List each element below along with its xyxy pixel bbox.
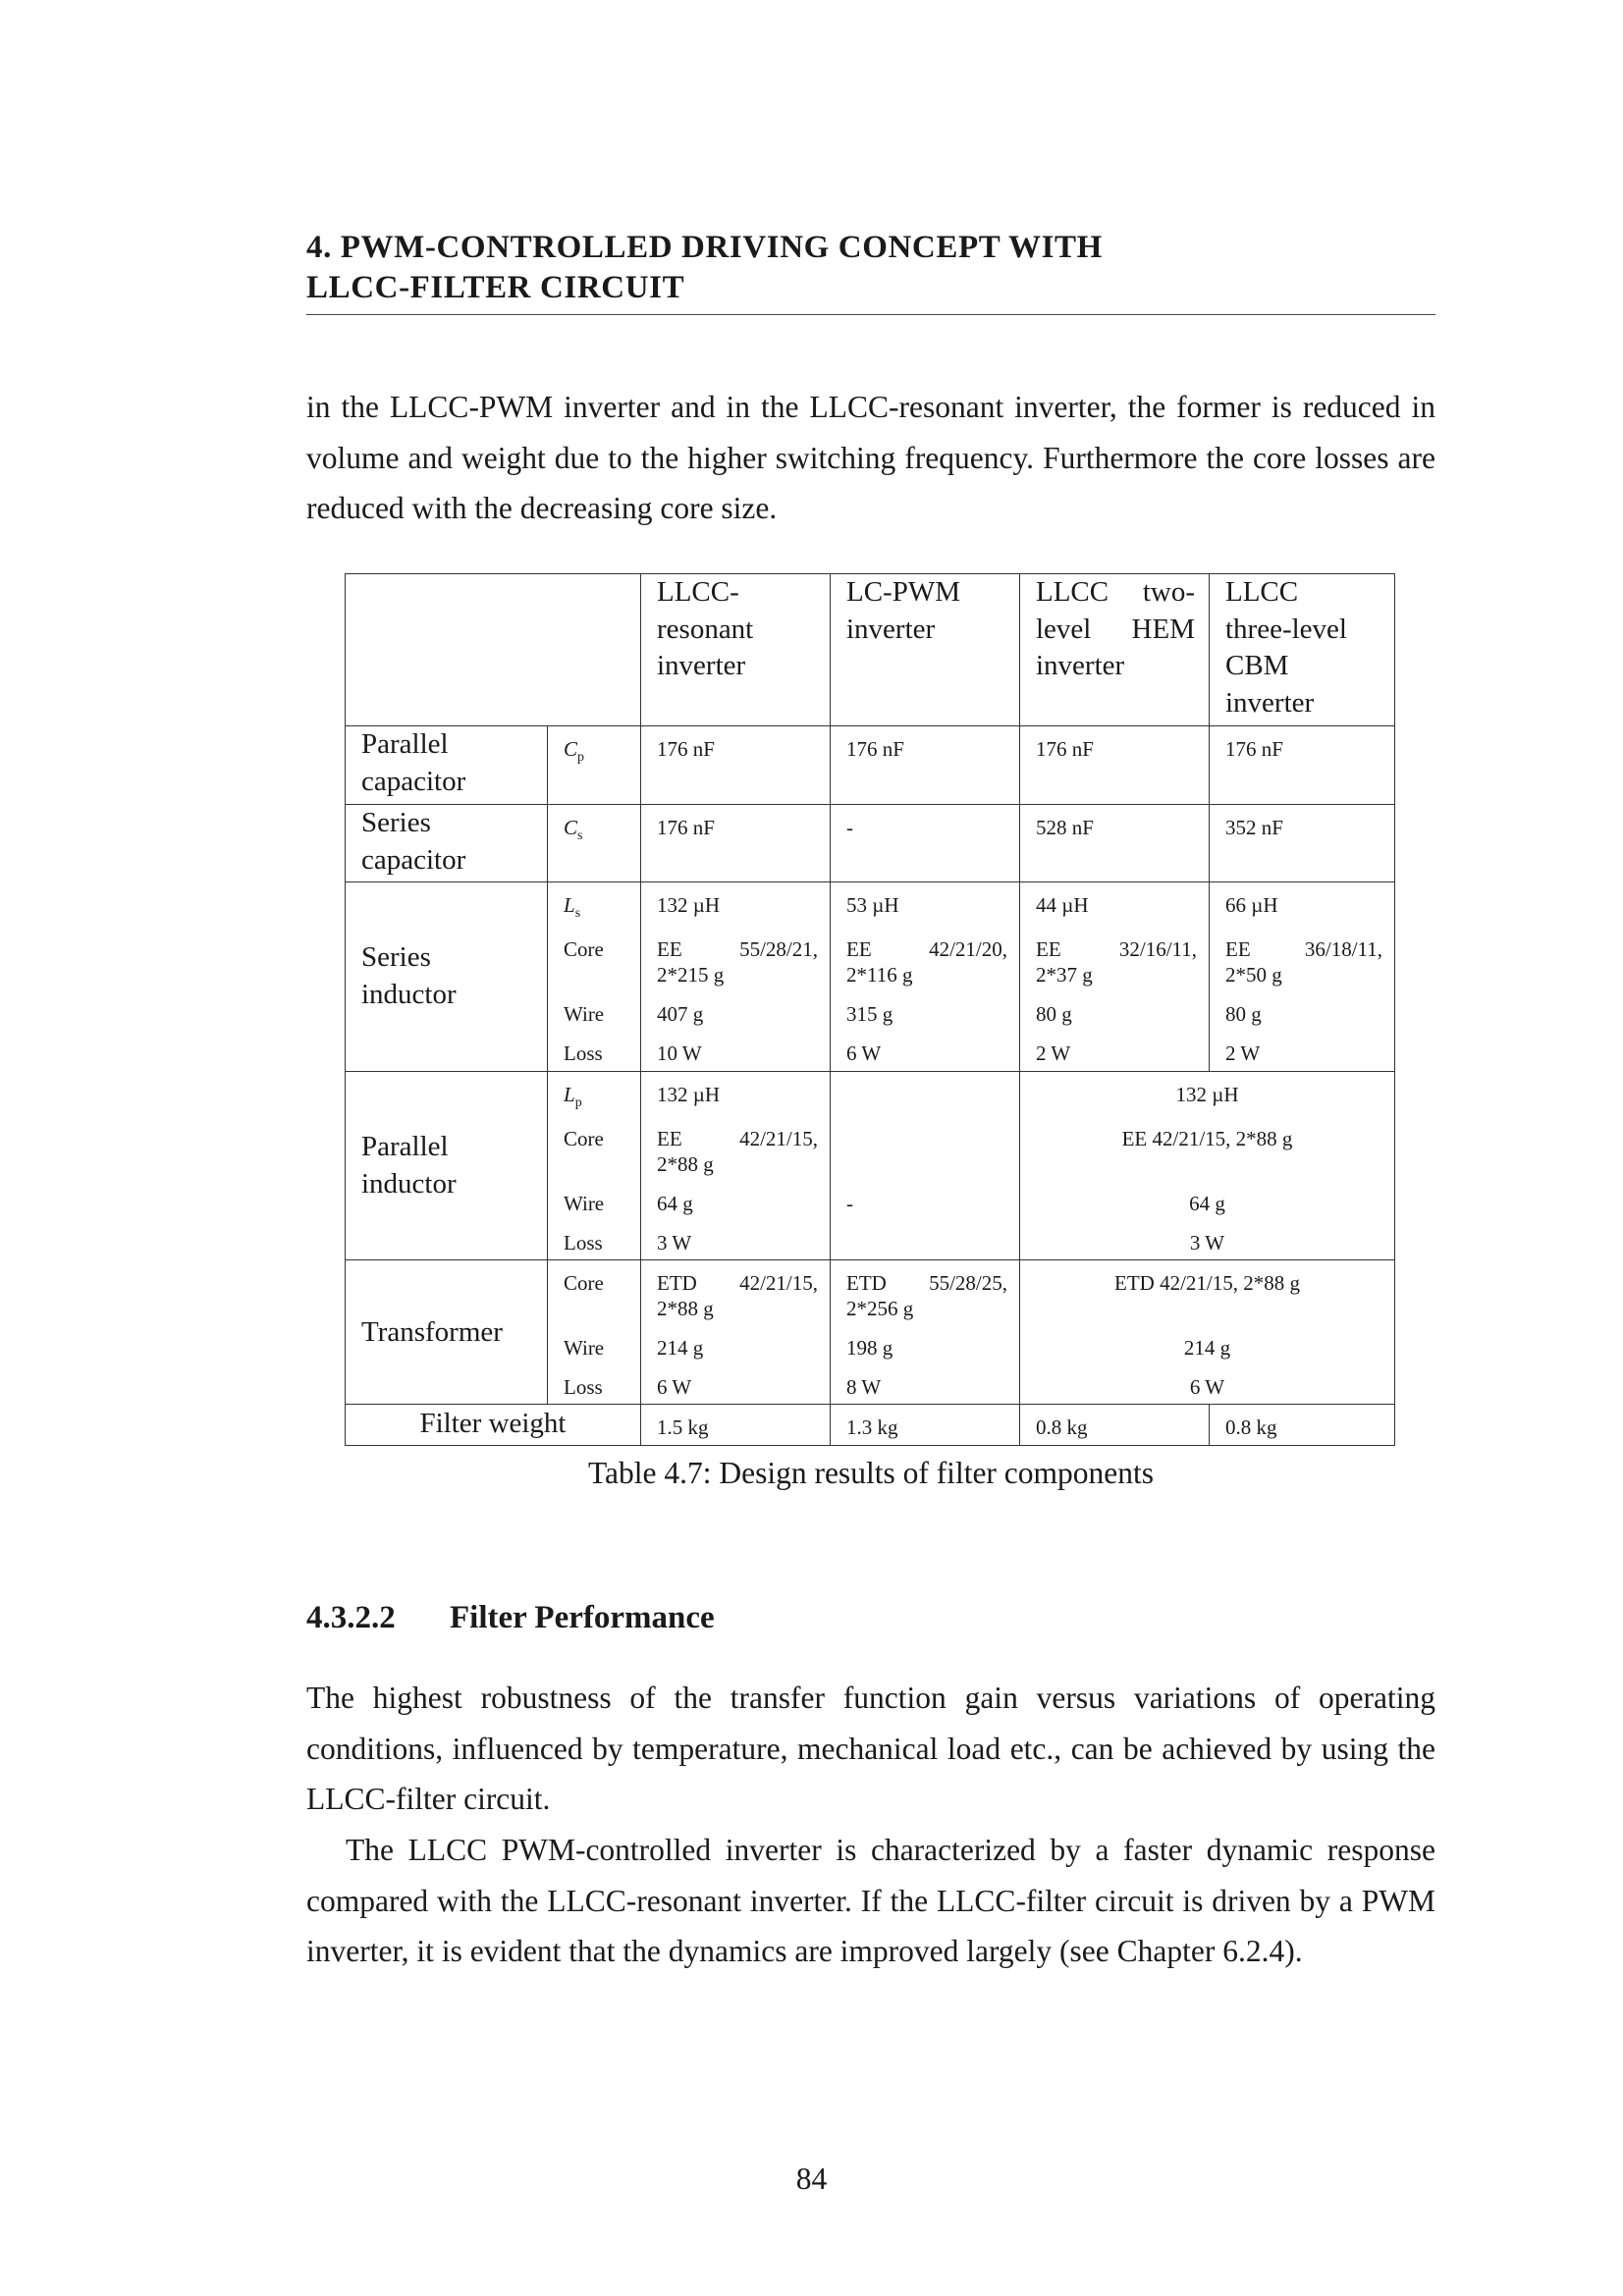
table-cell: 176 nF	[1020, 726, 1210, 805]
table-cell-shared: EE 42/21/15, 2*88 g	[1020, 1116, 1395, 1181]
table-cell: 176 nF	[1210, 726, 1395, 805]
subrow-label-core: Core	[548, 1260, 641, 1325]
column-header-lc-pwm: LC-PWM inverter	[831, 574, 1020, 726]
table-cell: EE 36/18/11, 2*50 g	[1210, 927, 1395, 991]
table-cell: 44 µH	[1020, 882, 1210, 928]
row-label-series-capacitor: Series capacitor	[346, 805, 548, 882]
header-empty-cell	[548, 574, 641, 726]
table-cell: 176 nF	[831, 726, 1020, 805]
table-cell: 407 g	[641, 991, 831, 1031]
body-paragraph: The LLCC PWM-controlled inverter is characterized by a faster dynamic response compared with the LLCC-resonant inverter. If the LLCC-filter circuit is driven by a PWM inverter, it is evident that the dynamics are improved largely (see Chapter 6.2.4).	[306, 1833, 1435, 1968]
symbol-cs: $C_s$	[548, 805, 641, 882]
running-header	[306, 228, 1435, 315]
table-cell: 6 W	[831, 1031, 1020, 1071]
table-cell: 1.3 kg	[831, 1405, 1020, 1446]
row-label-series-inductor: Series inductor	[346, 882, 548, 1072]
table-cell: ETD 55/28/25, 2*256 g	[831, 1260, 1020, 1325]
table-cell	[831, 1071, 1020, 1116]
table-cell: 3 W	[641, 1220, 831, 1260]
table-cell: 132 µH	[641, 1071, 831, 1116]
table-cell: 66 µH	[1210, 882, 1395, 928]
header-empty-cell	[346, 574, 548, 726]
table-cell: 2 W	[1020, 1031, 1210, 1071]
table-cell	[831, 1220, 1020, 1260]
design-results-table	[345, 573, 1395, 1446]
table-row-filter-weight	[346, 1405, 1395, 1446]
table-cell-shared: 6 W	[1020, 1364, 1395, 1405]
table-cell: 132 µH	[641, 882, 831, 928]
table-cell: 352 nF	[1210, 805, 1395, 882]
column-header-llcc-two-level-hem: LLCC two- level HEM inverter	[1020, 574, 1210, 726]
table-cell: -	[831, 1181, 1020, 1220]
row-label-parallel-capacitor: Parallel capacitor	[346, 726, 548, 805]
section-number: 4.3.2.2	[306, 1600, 396, 1635]
table-cell: 176 nF	[641, 805, 831, 882]
table-header-row	[346, 574, 1395, 726]
table-cell-shared: 64 g	[1020, 1181, 1395, 1220]
table-cell: 8 W	[831, 1364, 1020, 1405]
table-cell: 64 g	[641, 1181, 831, 1220]
table-cell: 176 nF	[641, 726, 831, 805]
section-heading	[306, 1600, 715, 1636]
row-label-parallel-inductor: Parallel inductor	[346, 1071, 548, 1260]
table-row	[346, 1071, 1395, 1116]
table-cell: EE 32/16/11, 2*37 g	[1020, 927, 1210, 991]
table-cell: 0.8 kg	[1020, 1405, 1210, 1446]
table-cell: EE 42/21/15, 2*88 g	[641, 1116, 831, 1181]
table-cell	[831, 1116, 1020, 1181]
intro-paragraph: in the LLCC-PWM inverter and in the LLCC-resonant inverter, the former is reduced in volume and weight due to the higher switching frequency. Furthermore the core losses are reduced with the decreasing core size.	[306, 390, 1435, 525]
table-cell-shared: ETD 42/21/15, 2*88 g	[1020, 1260, 1395, 1325]
table-cell: 80 g	[1210, 991, 1395, 1031]
chapter-title	[306, 228, 1435, 308]
subrow-label-loss: Loss	[548, 1364, 641, 1405]
subrow-label-core: Core	[548, 1116, 641, 1181]
symbol-lp: $L_p$	[548, 1071, 641, 1116]
column-header-llcc-resonant: LLCC- resonant inverter	[641, 574, 831, 726]
table-cell: 528 nF	[1020, 805, 1210, 882]
table-cell: EE 42/21/20, 2*116 g	[831, 927, 1020, 991]
table-row	[346, 805, 1395, 882]
row-label-transformer: Transformer	[346, 1260, 548, 1405]
header-rule	[306, 314, 1435, 315]
table-cell: 1.5 kg	[641, 1405, 831, 1446]
chapter-title-line-1: 4. PWM-CONTROLLED DRIVING CONCEPT WITH	[306, 230, 1103, 265]
table-cell-shared: 132 µH	[1020, 1071, 1395, 1116]
table-cell: 315 g	[831, 991, 1020, 1031]
table-cell-shared: 214 g	[1020, 1325, 1395, 1364]
table-cell: EE 55/28/21, 2*215 g	[641, 927, 831, 991]
subrow-label-loss: Loss	[548, 1220, 641, 1260]
body-paragraph: The highest robustness of the transfer function gain versus variations of operating conditions, influenced by temperature, mechanical load etc., can be achieved by using the LLCC-filter circuit.	[306, 1681, 1435, 1816]
symbol-ls: $L_s$	[548, 882, 641, 928]
chapter-title-line-2: LLCC-FILTER CIRCUIT	[306, 270, 685, 305]
table-cell: 214 g	[641, 1325, 831, 1364]
table-cell-shared: 3 W	[1020, 1220, 1395, 1260]
table-row	[346, 882, 1395, 928]
symbol-cp: $C_p$	[548, 726, 641, 805]
row-label-filter-weight: Filter weight	[346, 1405, 641, 1446]
subrow-label-wire: Wire	[548, 991, 641, 1031]
table-cell: -	[831, 805, 1020, 882]
table-caption: Table 4.7: Design results of filter components	[587, 1456, 1155, 1490]
table-cell: ETD 42/21/15, 2*88 g	[641, 1260, 831, 1325]
table-cell: 53 µH	[831, 882, 1020, 928]
table-cell: 6 W	[641, 1364, 831, 1405]
table-cell: 80 g	[1020, 991, 1210, 1031]
table-row	[346, 726, 1395, 805]
subrow-label-core: Core	[548, 927, 641, 991]
table-cell: 10 W	[641, 1031, 831, 1071]
subrow-label-loss: Loss	[548, 1031, 641, 1071]
column-header-llcc-three-level-cbm: LLCC three-level CBM inverter	[1210, 574, 1395, 726]
section-title: Filter Performance	[450, 1600, 715, 1635]
table-row	[346, 1260, 1395, 1325]
subrow-label-wire: Wire	[548, 1181, 641, 1220]
table-cell: 198 g	[831, 1325, 1020, 1364]
table-cell: 2 W	[1210, 1031, 1395, 1071]
table-cell: 0.8 kg	[1210, 1405, 1395, 1446]
subrow-label-wire: Wire	[548, 1325, 641, 1364]
page-number: 84	[795, 2162, 828, 2196]
